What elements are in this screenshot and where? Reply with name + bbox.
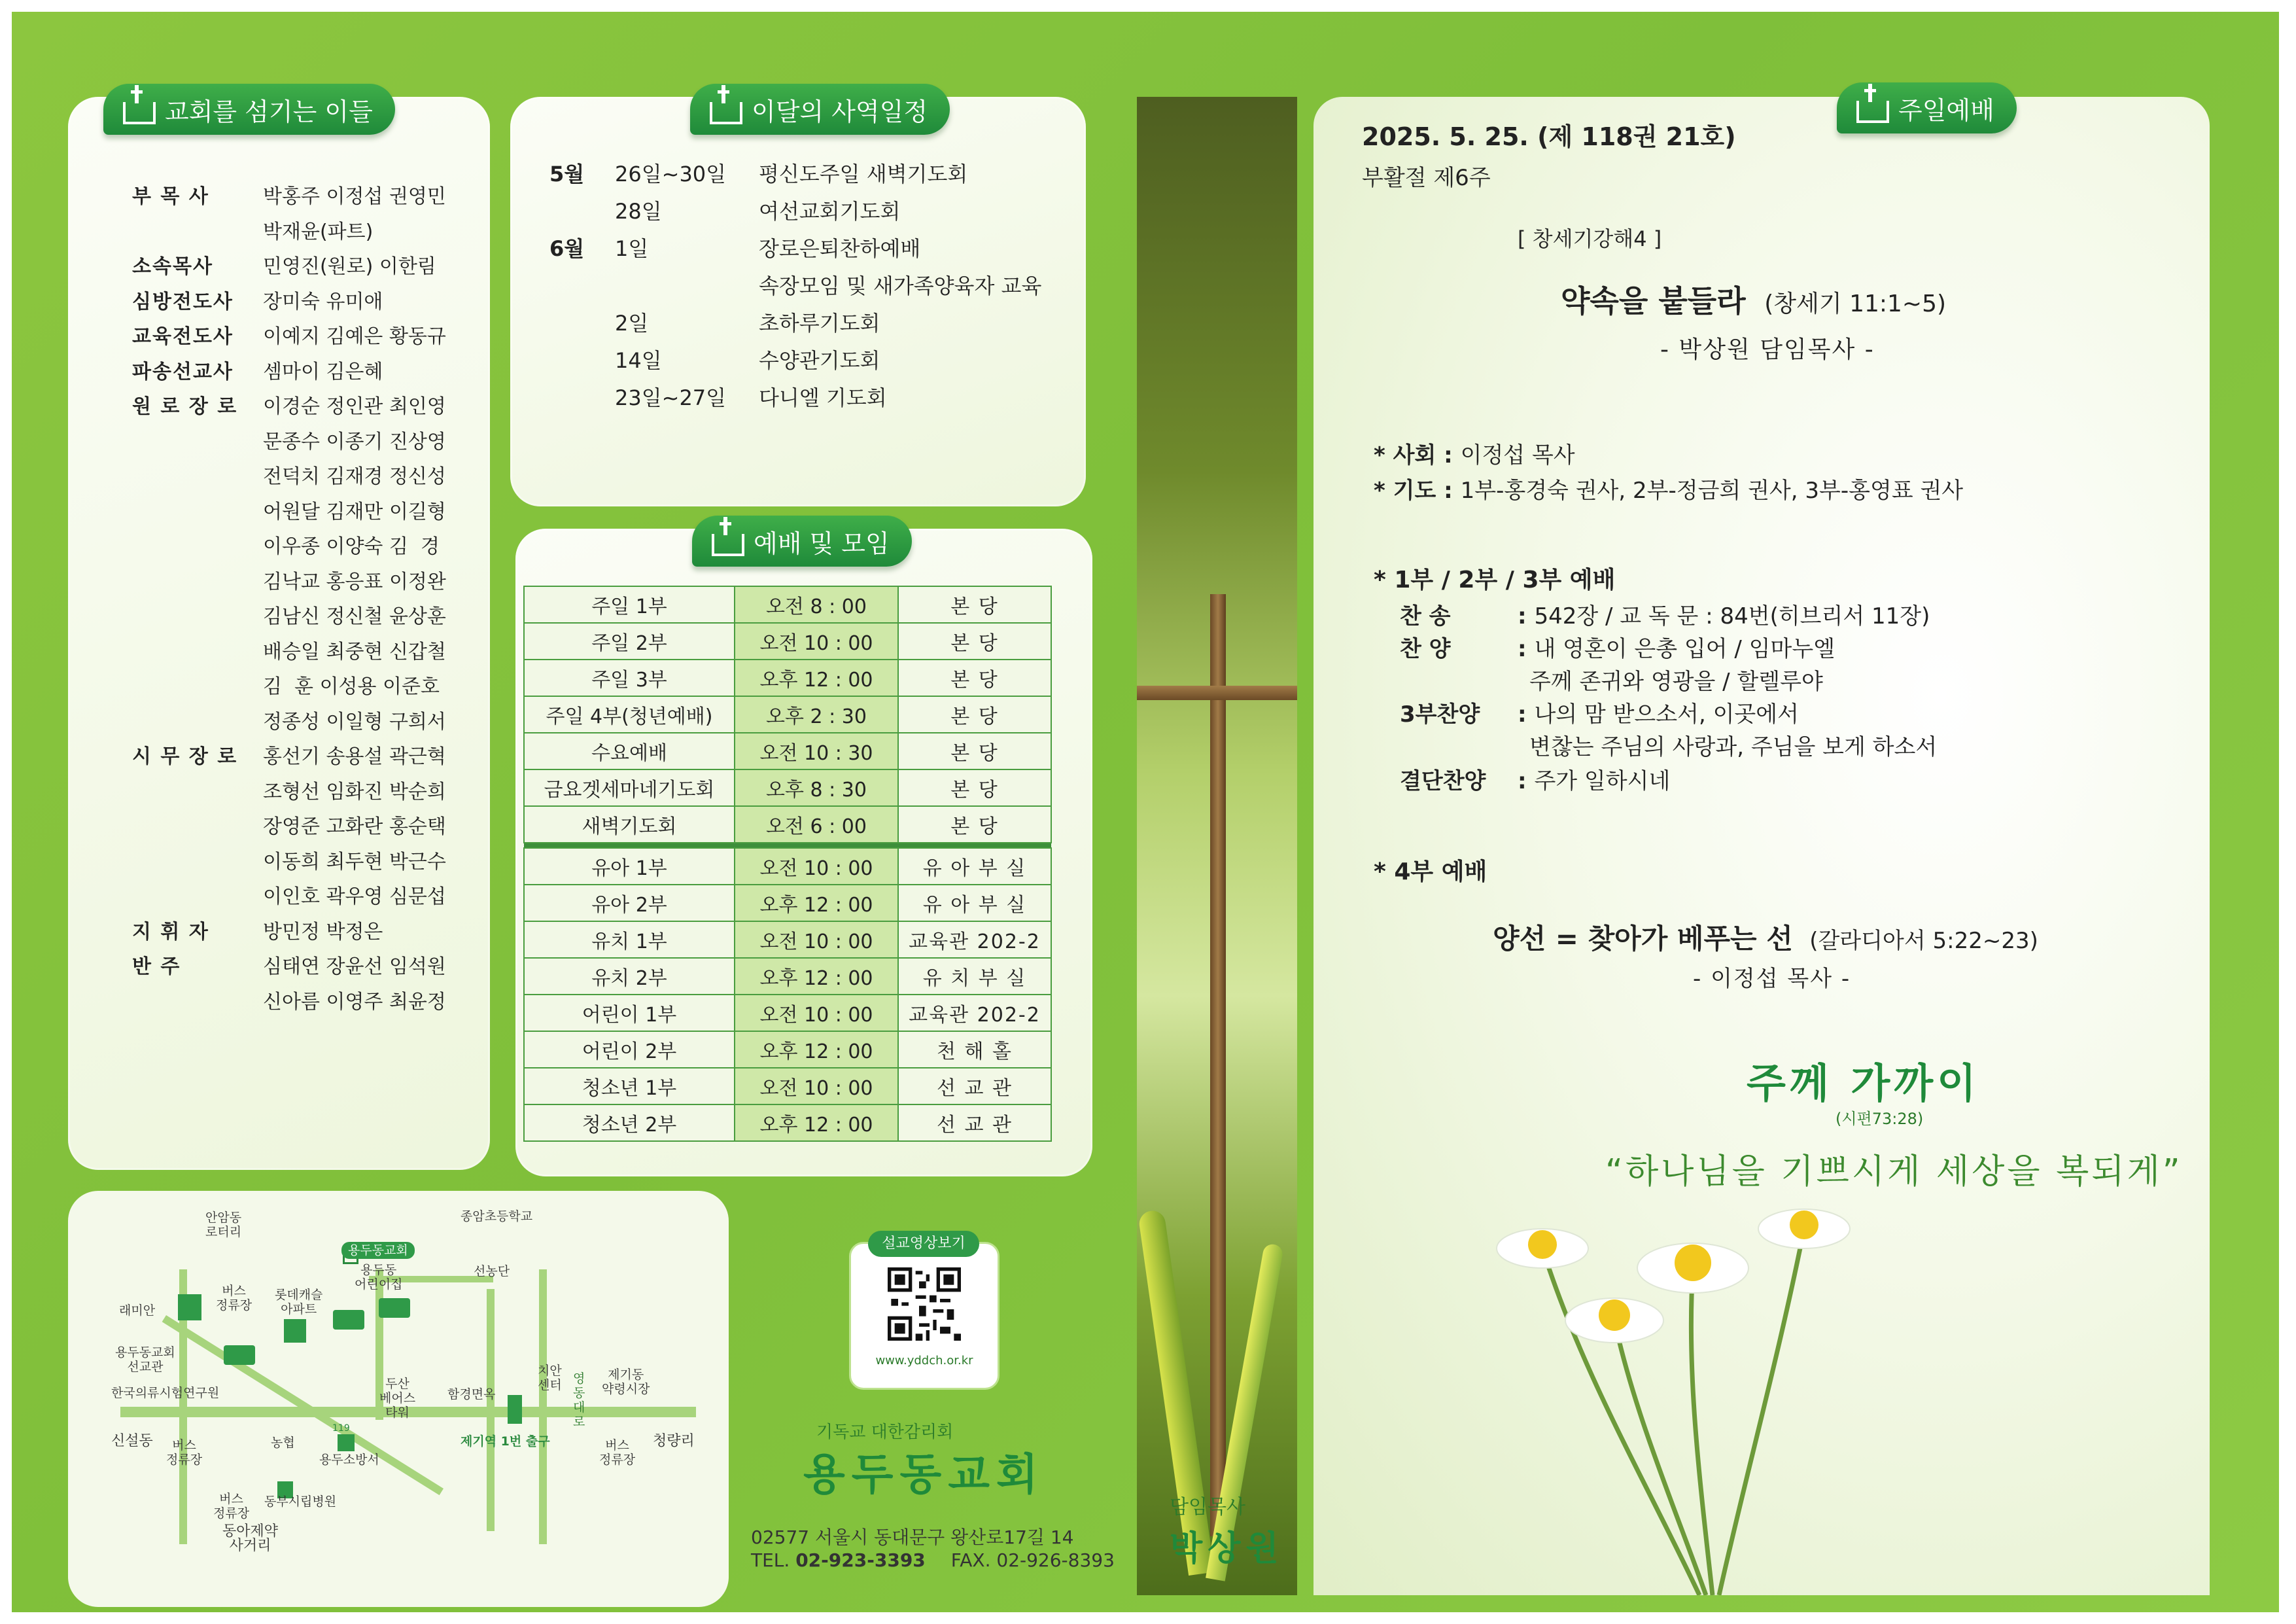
- church-phone: [751, 1549, 1115, 1571]
- staff-names: 박홍주 이정섭 권영민: [263, 185, 446, 208]
- staff-names: 이경순 정인관 최인영: [263, 395, 446, 418]
- staff-row: [132, 179, 446, 215]
- staff-row: [132, 705, 446, 740]
- staff-role: 원 로 장 로: [132, 395, 238, 418]
- service-time: 오후 12 : 00: [735, 885, 898, 921]
- schedule-list: [549, 156, 1041, 417]
- staff-names: 김 훈 이성용 이준호: [263, 675, 440, 698]
- staff-names: 조형선 임화진 박순희: [263, 780, 446, 803]
- schedule-month: 6월: [549, 236, 585, 261]
- fax-number: FAX. 02-926-8393: [950, 1549, 1115, 1571]
- schedule-tab-label: 이달의 사역일정: [752, 97, 928, 126]
- schedule-date: 14일: [615, 348, 662, 373]
- service-name: 수요예배: [524, 733, 735, 769]
- service-time: 오후 12 : 00: [735, 1031, 898, 1068]
- schedule-date: 2일: [615, 311, 649, 336]
- staff-row: [132, 635, 446, 670]
- staff-names: 장미숙 유미애: [263, 290, 383, 313]
- staff-row: [132, 425, 446, 460]
- fourth-title: 양선 = 찾아가 베푸는 선: [1493, 923, 1793, 955]
- staff-row: [132, 669, 446, 705]
- map-label-hospital: 동부시립병원: [264, 1494, 337, 1509]
- staff-role: 심방전도사: [132, 290, 234, 313]
- worship-time-row: [524, 958, 1051, 995]
- staff-names: 민영진(원로) 이한림: [263, 255, 436, 278]
- staff-role: [132, 459, 263, 495]
- service-time: 오후 12 : 00: [735, 1104, 898, 1141]
- pastor-label: 담임목사: [1170, 1496, 1245, 1519]
- map-label-hamkyung: 함경면옥: [447, 1387, 496, 1402]
- staff-tab: [103, 84, 395, 135]
- staff-row: [132, 845, 446, 880]
- worship-time-row: [524, 623, 1051, 660]
- qr-card[interactable]: [849, 1235, 1000, 1390]
- staff-role: 부 목 사: [132, 185, 209, 208]
- service-place: 유 치 부 실: [898, 958, 1051, 995]
- fourth-preacher: - 이정섭 목사 -: [1693, 966, 1851, 992]
- map-label-jegi-market: 제기동 약령시장: [602, 1368, 650, 1396]
- staff-names: 김낙교 홍응표 이정완: [263, 570, 446, 593]
- worship-time-row: [524, 885, 1051, 921]
- service-place: 본 당: [898, 660, 1051, 696]
- schedule-event: 평신도주일 새벽기도회: [759, 162, 968, 186]
- staff-role: [132, 425, 263, 460]
- service-name: 유아 1부: [524, 848, 735, 885]
- service-place: 유 아 부 실: [898, 848, 1051, 885]
- schedule-event: 다니엘 기도회: [759, 385, 887, 410]
- staff-names: 어원달 김재만 이길형: [263, 500, 446, 523]
- presider-line: * 사회 : 이정섭 목사: [1374, 442, 1575, 468]
- service-name: 주일 4부(청년예배): [524, 696, 735, 733]
- service-time: 오전 10 : 00: [735, 1068, 898, 1104]
- pastor-name: 박상원: [1170, 1529, 1284, 1568]
- church-name: 용두동교회: [803, 1449, 1045, 1500]
- service-time: 오전 10 : 30: [735, 733, 898, 769]
- worship-time-row: [524, 769, 1051, 806]
- staff-role: 시 무 장 로: [132, 745, 238, 768]
- staff-row: [132, 915, 446, 950]
- fourth-heading-text: 4부 예배: [1394, 858, 1487, 885]
- worship-times-tab: [692, 516, 912, 567]
- staff-role: 지 휘 자: [132, 920, 209, 944]
- map-label-school: 종암초등학교: [461, 1209, 533, 1224]
- worship-time-row: [524, 660, 1051, 696]
- service-place: 본 당: [898, 586, 1051, 623]
- qr-heading: 설교영상보기: [868, 1231, 979, 1257]
- schedule-month: [549, 268, 615, 305]
- map-label-road: 영 동 대 로: [573, 1371, 585, 1429]
- staff-row: [132, 879, 446, 915]
- staff-names: 이우종 이양숙 김 경: [263, 535, 440, 558]
- service-name: 유치 1부: [524, 921, 735, 958]
- staff-names: 장영준 고화란 홍순택: [263, 815, 446, 838]
- service-place: 본 당: [898, 696, 1051, 733]
- staff-row: [132, 495, 446, 530]
- denomination: 기독교 대한감리회: [816, 1422, 954, 1442]
- staff-role: 반 주: [132, 955, 181, 978]
- subway-exit-marker: [508, 1395, 522, 1424]
- service-time: 오후 2 : 30: [735, 696, 898, 733]
- schedule-month: [549, 193, 615, 230]
- cross-horizontal: [1137, 686, 1297, 700]
- staff-row: [132, 529, 446, 565]
- staff-role: [132, 669, 263, 705]
- sermon-series: [ 창세기강해4 ]: [1518, 226, 1662, 251]
- staff-row: [132, 355, 446, 390]
- staff-row: [132, 285, 446, 320]
- service-place: 천 해 홀: [898, 1031, 1051, 1068]
- schedule-row: [549, 342, 1041, 380]
- schedule-date: 26일~30일: [615, 162, 727, 186]
- schedule-month: 5월: [549, 162, 585, 186]
- worship-time-row: [524, 696, 1051, 733]
- worship-time-row: [524, 921, 1051, 958]
- fourth-title-line: [1493, 917, 2038, 957]
- staff-role: [132, 775, 263, 810]
- sunday-tab: [1837, 82, 2017, 133]
- prayer-label: 기도: [1393, 478, 1436, 504]
- worship-time-row: [524, 848, 1051, 885]
- hymn: 542장 / 교 독 문 : 84번(히브리서 11장): [1534, 603, 1930, 629]
- tel-number: 02-923-3393: [795, 1549, 926, 1571]
- service-time: 오전 10 : 00: [735, 995, 898, 1031]
- schedule-date: 1일: [615, 236, 649, 261]
- staff-role: [132, 529, 263, 565]
- schedule-date: 28일: [615, 199, 662, 224]
- service-place: 교육관 202-2: [898, 995, 1051, 1031]
- staff-row: [132, 389, 446, 425]
- map-label-seonnong: 선농단: [474, 1264, 510, 1279]
- staff-names: 방민정 박정은: [263, 920, 383, 944]
- bulletin-sheet: [12, 12, 2279, 1612]
- service-name: 금요겟세마네기도회: [524, 769, 735, 806]
- schedule-month: [549, 380, 615, 417]
- schedule-date: [615, 268, 759, 305]
- prayer-line: * 기도 : 1부-홍경숙 권사, 2부-정금희 권사, 3부-홍영표 권사: [1374, 478, 1964, 504]
- service-name: 어린이 1부: [524, 995, 735, 1031]
- parking-marker: [224, 1345, 255, 1365]
- praise-line-1: 찬 양 : 내 영혼이 은총 입어 / 임마누엘: [1400, 631, 1835, 663]
- praise-1: 내 영혼이 은총 입어 / 임마누엘: [1534, 636, 1835, 662]
- service-heading-text: 1부 / 2부 / 3부 예배: [1394, 567, 1616, 593]
- service-name: 유아 2부: [524, 885, 735, 921]
- qr-code[interactable]: [888, 1267, 961, 1341]
- service-time: 오후 8 : 30: [735, 769, 898, 806]
- service-time: 오전 10 : 00: [735, 921, 898, 958]
- worship-times-table: [523, 586, 1052, 1142]
- map-label-exit: 제기역 1번 출구: [461, 1434, 550, 1449]
- staff-role: 파송선교사: [132, 360, 234, 383]
- staff-tab-label: 교회를 섬기는 이들: [165, 97, 373, 126]
- staff-row: [132, 599, 446, 635]
- worship-time-row: [524, 1031, 1051, 1068]
- staff-row: [132, 949, 446, 985]
- map-label-kinder: 용두동 어린이집: [355, 1263, 403, 1292]
- schedule-panel: [510, 97, 1086, 506]
- map-label-lemian: 래미안: [119, 1303, 156, 1318]
- staff-names: 이동희 최두현 박근수: [263, 850, 446, 874]
- map-label-doosan: 두산 베어스 타워: [379, 1377, 416, 1420]
- table-separator: [524, 843, 1051, 848]
- staff-role: [132, 565, 263, 600]
- service-time: 오전 6 : 00: [735, 806, 898, 843]
- schedule-date: 23일~27일: [615, 385, 727, 410]
- service-place: 교육관 202-2: [898, 921, 1051, 958]
- service-time: 오전 10 : 00: [735, 848, 898, 885]
- staff-role: [132, 495, 263, 530]
- staff-row: [132, 215, 446, 250]
- schedule-month: [549, 305, 615, 342]
- schedule-event: 여선교회기도회: [759, 199, 901, 224]
- service-place: 본 당: [898, 806, 1051, 843]
- daisy-flowers-illustration: [1438, 1176, 1909, 1595]
- staff-row: [132, 249, 446, 285]
- service-place: 선 교 관: [898, 1104, 1051, 1141]
- staff-role: [132, 635, 263, 670]
- map-label-anam: 안암동 로터리: [205, 1210, 242, 1239]
- qr-url[interactable]: www.yddch.or.kr: [875, 1354, 973, 1368]
- map-label-church-mission: 용두동교회 선교관: [115, 1345, 175, 1374]
- parking-marker: [333, 1310, 364, 1330]
- map-label-chian: 치안 센터: [538, 1364, 562, 1392]
- worship-time-row: [524, 995, 1051, 1031]
- staff-names: 전덕치 김재경 정신성: [263, 465, 446, 488]
- sermon-title: 약속을 붙들라: [1561, 283, 1746, 319]
- staff-role: 소속목사: [132, 255, 213, 278]
- staff-row: [132, 459, 446, 495]
- hymn-line: 찬 송 : 542장 / 교 독 문 : 84번(히브리서 11장): [1400, 598, 1930, 630]
- service-name: 주일 1부: [524, 586, 735, 623]
- fire-station-marker: [338, 1434, 355, 1451]
- service-name: 주일 2부: [524, 623, 735, 660]
- schedule-month: [549, 342, 615, 380]
- schedule-event: 초하루기도회: [759, 311, 880, 336]
- schedule-event: 수양관기도회: [759, 348, 880, 373]
- map-label-cheongnyang: 청량리: [653, 1433, 695, 1449]
- staff-role: 교육전도사: [132, 325, 234, 348]
- prayer: 1부-홍경숙 권사, 2부-정금희 권사, 3부-홍영표 권사: [1460, 478, 1964, 504]
- schedule-row: [549, 268, 1041, 305]
- service-time: 오전 8 : 00: [735, 586, 898, 623]
- service-place: 본 당: [898, 769, 1051, 806]
- service-place: 본 당: [898, 733, 1051, 769]
- praise-2: 주께 존귀와 영광을 / 할렐루야: [1529, 669, 1823, 695]
- worship-time-row: [524, 1068, 1051, 1104]
- worship-time-row: [524, 586, 1051, 623]
- lemian-building: [178, 1294, 201, 1320]
- staff-names: 홍선기 송용설 곽근혁: [263, 745, 446, 768]
- third-2: 변찮는 주님의 사랑과, 주님을 보게 하소서: [1529, 734, 1938, 760]
- fourth-reference: (갈라디아서 5:22~23): [1809, 928, 2038, 954]
- staff-names: 신아름 이영주 최윤정: [263, 990, 446, 1014]
- map-label-sinseol: 신설동: [111, 1433, 153, 1449]
- fourth-heading: * 4부 예배: [1374, 858, 1487, 885]
- map-label-fire-num: 119: [332, 1423, 350, 1434]
- church-icon: [119, 93, 154, 126]
- bulletin-date: 2025. 5. 25. (제 118권 21호): [1362, 122, 1736, 151]
- service-name: 유치 2부: [524, 958, 735, 995]
- staff-row: [132, 565, 446, 600]
- staff-role: [132, 215, 263, 250]
- worship-time-row: [524, 733, 1051, 769]
- map-label-bus2: 버스 정류장: [166, 1438, 203, 1467]
- staff-names: 이예지 김예은 황동규: [263, 325, 446, 348]
- staff-role: [132, 985, 263, 1020]
- altar-label: 결단찬양: [1400, 768, 1486, 794]
- sermon-title-line: [1561, 277, 1946, 321]
- staff-names: 문종수 이종기 진상영: [263, 430, 446, 453]
- staff-names: 정종성 이일형 구희서: [263, 710, 446, 733]
- sermon-preacher: - 박상원 담임목사 -: [1660, 336, 1875, 363]
- worship-time-row: [524, 806, 1051, 843]
- presider-label: 사회: [1393, 442, 1436, 468]
- schedule-event: 속장모임 및 새가족양육자 교육: [759, 274, 1042, 298]
- slogan: “하나님을 기쁘시게 세상을 복되게”: [1605, 1152, 2183, 1192]
- liturgical-season: 부활절 제6주: [1362, 165, 1491, 191]
- schedule-tab: [690, 84, 950, 135]
- staff-names: 박재윤(파트): [263, 220, 374, 243]
- service-name: 청소년 1부: [524, 1068, 735, 1104]
- service-time: 오후 12 : 00: [735, 958, 898, 995]
- staff-names: 셈마이 김은혜: [263, 360, 383, 383]
- staff-role: [132, 845, 263, 880]
- schedule-row: [549, 193, 1041, 230]
- motto-reference: (시편73:28): [1835, 1110, 1924, 1128]
- praise-label: 찬 양: [1400, 636, 1451, 662]
- map-label-bus3: 버스 정류장: [599, 1438, 636, 1467]
- map-label-nonghyup: 농협: [271, 1436, 295, 1450]
- staff-role: [132, 705, 263, 740]
- map-label-fire: 용두소방서: [319, 1453, 379, 1467]
- church-icon: [708, 525, 743, 557]
- service-time: 오후 12 : 00: [735, 660, 898, 696]
- map-label-kmri: 한국의류시험연구원: [111, 1386, 220, 1400]
- church-icon: [1852, 92, 1888, 124]
- lotte-building: [284, 1319, 306, 1343]
- worship-times-tab-label: 예배 및 모임: [754, 529, 890, 558]
- altar: 주가 일하시네: [1534, 768, 1671, 794]
- sunday-tab-label: 주일예배: [1898, 96, 1994, 125]
- hymn-label: 찬 송: [1400, 603, 1451, 629]
- service-time: 오전 10 : 00: [735, 623, 898, 660]
- cross-vertical: [1210, 594, 1226, 1536]
- third-1: 나의 맘 받으소서, 이곳에서: [1534, 701, 1799, 728]
- sermon-reference: (창세기 11:1~5): [1764, 291, 1947, 317]
- service-place: 선 교 관: [898, 1068, 1051, 1104]
- service-name: 청소년 2부: [524, 1104, 735, 1141]
- staff-row: [132, 809, 446, 845]
- altar-line: 결단찬양 : 주가 일하시네: [1400, 763, 1670, 795]
- third-line-1: 3부찬양 : 나의 맘 받으소서, 이곳에서: [1400, 696, 1799, 728]
- staff-list: [132, 179, 446, 1019]
- map-label-donga: 동아제약 사거리: [222, 1523, 279, 1554]
- motto: 주께 가까이: [1747, 1059, 1981, 1107]
- map-label-lotte: 롯데캐슬 아파트: [275, 1288, 323, 1316]
- service-name: 어린이 2부: [524, 1031, 735, 1068]
- church-address: 02577 서울시 동대문구 왕산로17길 14: [751, 1527, 1074, 1548]
- schedule-row: [549, 380, 1041, 417]
- service-place: 본 당: [898, 623, 1051, 660]
- map-label-church: 용두동교회: [341, 1242, 415, 1259]
- service-name: 새벽기도회: [524, 806, 735, 843]
- schedule-row: [549, 156, 1041, 193]
- staff-row: [132, 775, 446, 810]
- map-label-bus1: 버스 정류장: [216, 1284, 252, 1313]
- staff-row: [132, 985, 446, 1020]
- staff-row: [132, 739, 446, 775]
- service-place: 유 아 부 실: [898, 885, 1051, 921]
- staff-names: 김남신 정신철 윤상훈: [263, 605, 446, 628]
- staff-role: [132, 879, 263, 915]
- service-heading: * 1부 / 2부 / 3부 예배: [1374, 567, 1616, 593]
- staff-names: 배승일 최중현 신갑철: [263, 640, 446, 663]
- staff-row: [132, 319, 446, 355]
- tel-label: TEL.: [751, 1549, 790, 1571]
- cross-photo: [1137, 97, 1297, 1595]
- church-icon: [706, 93, 741, 126]
- location-map: [68, 1191, 729, 1607]
- parking-marker: [379, 1298, 410, 1318]
- staff-names: 심태연 장윤선 임석원: [263, 955, 446, 978]
- schedule-row: [549, 305, 1041, 342]
- schedule-row: [549, 230, 1041, 268]
- staff-panel: [68, 97, 490, 1170]
- service-name: 주일 3부: [524, 660, 735, 696]
- presider: 이정섭 목사: [1460, 442, 1575, 468]
- map-label-bus4: 버스 정류장: [213, 1492, 250, 1521]
- worship-time-row: [524, 1104, 1051, 1141]
- staff-names: 이인호 곽우영 심문섭: [263, 885, 446, 908]
- third-label: 3부찬양: [1400, 701, 1480, 728]
- schedule-event: 장로은퇴찬하예배: [759, 236, 921, 261]
- staff-role: [132, 809, 263, 845]
- staff-role: [132, 599, 263, 635]
